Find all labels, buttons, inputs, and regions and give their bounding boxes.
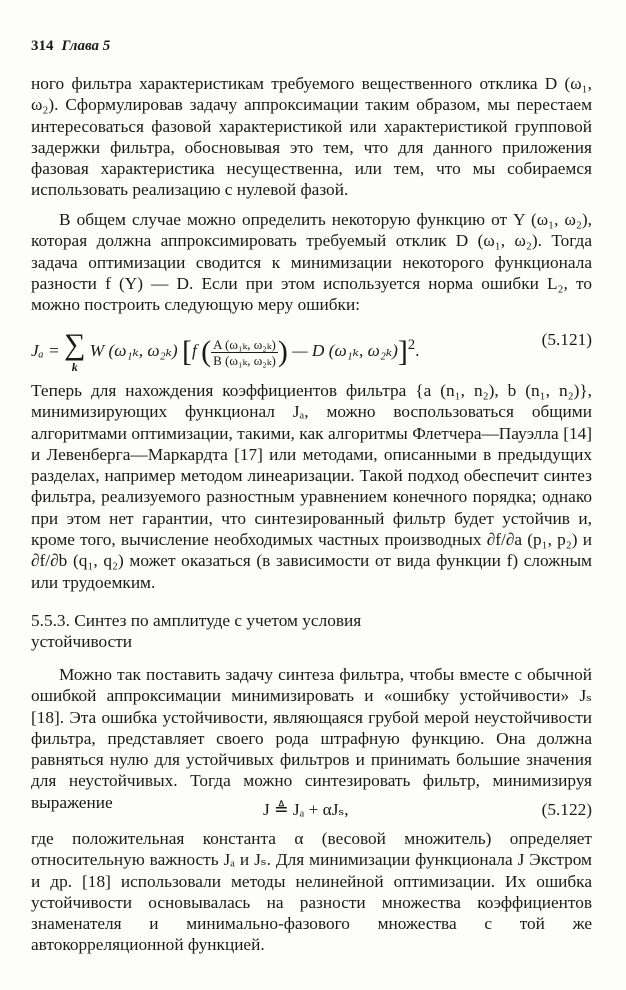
equation-number-5-121: (5.121) (541, 330, 592, 349)
equation-5-122-body: J ≜ Jₐ + αJₛ, (263, 800, 349, 819)
page-header (31, 38, 110, 55)
eq121-denominator: B (ω₁ₖ, ω₂ₖ) (213, 352, 276, 368)
paragraph-5: где положительная константа α (весовой множитель) определяет относительную важность Jₐ и Jₛ. Для минимизации функционала J Экстром и др. [18] использовали методы нелинейной оптимизации. Их ошибка устойчивости основывалась на разности множества коэффициентов знаменателя и минимально-фазового множества с той же автокорреляционной функцией. (31, 829, 592, 955)
section-heading: 5.5.3. Синтез по амплитуде с учетом условия устойчивости (31, 611, 362, 652)
paragraph-3: Теперь для нахождения коэффициентов фильтра {a (n₁, n₂), b (n₁, n₂)}, минимизирующих функционал Jₐ, можно воспользоваться общими алгоритмами оптимизации, такими, как алгоритмы Флетчера—Пауэлла [14] и Левенберга—Маркардта [17] или методами, описанными в предыдущих разделах, например методом линеаризации. Такой подход обеспечит синтез фильтра, реализуемого разностным уравнением конечного порядка; однако при этом нет гарантии, что синтезированный фильтр будет устойчив и, кроме того, вычисление необходимых частных производных ∂f/∂a (p₁, p₂) и ∂f/∂b (q₁, q₂) может оказаться (в зависимости от вида функции f) сложным или трудоемким. (31, 381, 592, 592)
paragraph-4: Можно так поставить задачу синтеза фильтра, чтобы вместе с обычной ошибкой аппроксимации минимизировать и «ошибку устойчивости» Jₛ [18]. Эта ошибка устойчивости, являющаяся грубой мерой неустойчивости фильтра, представляет своего рода штрафную функцию. Она должна равняться нулю для устойчивых фильтров и принимать большие значения для неустойчивых. Тогда можно синтезировать фильтр, минимизируя выражение (31, 665, 592, 812)
chapter-title: Глава 5 (61, 38, 111, 54)
paragraph-2: В общем случае можно определить некоторую функцию от Y (ω₁, ω₂), которая должна аппроксимировать требуемый отклик D (ω₁, ω₂). Тогда задача оптимизации сводится к минимизации некоторого функционала разности f (Y) — D. Если при этом используется норма ошибки L₂, то можно построить следующую меру ошибки: (31, 210, 592, 315)
equation-number-5-122: (5.122) (541, 800, 592, 819)
equation-5-121-body: Jₐ = ∑ k W (ω₁ₖ, ω₂ₖ) [f ( $\frac{\text{A (ω₁ₖ, ω₂ₖ)}}{\text{B (ω₁ₖ, ω₂ₖ)}}$ ) — D (ω₁ₖ, ω₂ₖ)]$^2$. (31, 328, 420, 374)
sum-symbol: ∑ k (64, 328, 86, 374)
eq121-tail: — D (ω₁ₖ, ω₂ₖ) (292, 340, 398, 360)
equation-5-122 (31, 800, 592, 824)
eq121-numerator: A (ω₁ₖ, ω₂ₖ) (213, 336, 276, 352)
eq121-weight: W (ω₁ₖ, ω₂ₖ) (89, 340, 178, 360)
eq121-lhs: Jₐ = (31, 340, 60, 360)
page-number: 314 (31, 38, 54, 54)
eq121-f: f (192, 340, 197, 360)
paragraph-1: ного фильтра характеристикам требуемого вещественного отклика D (ω₁, ω₂). Сформулировав задачу аппроксимации таким образом, мы перестаем интересоваться фазовой характеристикой или характеристикой групповой задержки фильтра, обосновывая это тем, что для данного приложения фазовая характеристика несущественна, или тем, что мы собираемся использовать реализацию с нулевой фазой. (31, 74, 592, 200)
equation-5-121 (31, 330, 592, 376)
eq121-fraction (211, 337, 278, 368)
sum-index: k (71, 360, 78, 374)
